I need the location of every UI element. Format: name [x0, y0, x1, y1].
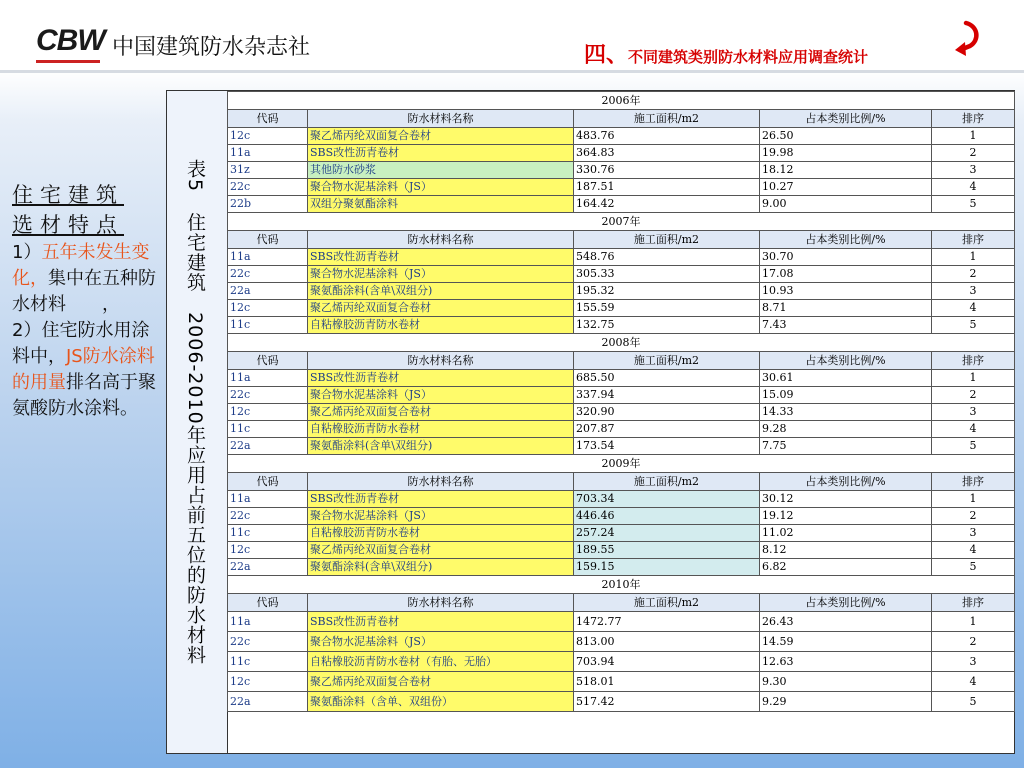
- construction-area: 703.34: [574, 491, 760, 508]
- materials-table-panel: [166, 90, 1015, 754]
- construction-area: 173.54: [574, 438, 760, 455]
- rank: 3: [932, 283, 1015, 300]
- cbw-logo: [36, 24, 105, 58]
- construction-area: 813.00: [574, 632, 760, 652]
- column-header: 施工面积/m2: [574, 110, 760, 128]
- material-name: 自粘橡胶沥青防水卷材（有胎、无胎）: [308, 652, 574, 672]
- material-code: 22c: [228, 179, 308, 196]
- column-header: 占本类别比例/%: [760, 594, 932, 612]
- category-percentage: 19.12: [760, 508, 932, 525]
- material-code: 12c: [228, 542, 308, 559]
- category-percentage: 9.30: [760, 672, 932, 692]
- column-header: 占本类别比例/%: [760, 110, 932, 128]
- column-header: 占本类别比例/%: [760, 473, 932, 491]
- rank: 3: [932, 525, 1015, 542]
- table-row: [228, 179, 1015, 196]
- construction-area: 337.94: [574, 387, 760, 404]
- rank: 4: [932, 300, 1015, 317]
- material-code: 22c: [228, 266, 308, 283]
- material-code: 12c: [228, 128, 308, 145]
- table-row: [228, 249, 1015, 266]
- construction-area: 257.24: [574, 525, 760, 542]
- column-header: 施工面积/m2: [574, 473, 760, 491]
- material-code: 31z: [228, 162, 308, 179]
- category-percentage: 7.43: [760, 317, 932, 334]
- material-code: 11a: [228, 249, 308, 266]
- material-name: 聚合物水泥基涂料（JS）: [308, 387, 574, 404]
- table-row: [228, 508, 1015, 525]
- material-code: 22a: [228, 283, 308, 300]
- material-code: 12c: [228, 300, 308, 317]
- category-percentage: 10.93: [760, 283, 932, 300]
- material-name: 双组分聚氨酯涂料: [308, 196, 574, 213]
- header-bar: [0, 0, 1024, 70]
- construction-area: 164.42: [574, 196, 760, 213]
- table-row: [228, 145, 1015, 162]
- rank: 3: [932, 652, 1015, 672]
- table-row: [228, 387, 1015, 404]
- table-row: [228, 162, 1015, 179]
- material-name: 自粘橡胶沥青防水卷材: [308, 317, 574, 334]
- category-percentage: 9.29: [760, 692, 932, 712]
- year-label: 2008年: [228, 334, 1015, 352]
- year-label: 2009年: [228, 455, 1015, 473]
- year-row: [228, 576, 1015, 594]
- rank: 5: [932, 692, 1015, 712]
- category-percentage: 6.82: [760, 559, 932, 576]
- material-code: 11c: [228, 421, 308, 438]
- category-percentage: 26.50: [760, 128, 932, 145]
- material-name: SBS改性沥青卷材: [308, 370, 574, 387]
- table-row: [228, 438, 1015, 455]
- sidebar-heading-2: 选材特点: [12, 213, 124, 237]
- table-row: [228, 692, 1015, 712]
- material-code: 12c: [228, 404, 308, 421]
- column-header: 排序: [932, 231, 1015, 249]
- year-label: 2007年: [228, 213, 1015, 231]
- category-percentage: 11.02: [760, 525, 932, 542]
- rank: 5: [932, 438, 1015, 455]
- column-header-row: [228, 473, 1015, 491]
- construction-area: 364.83: [574, 145, 760, 162]
- material-name: 聚氨酯涂料(含单\双组分): [308, 438, 574, 455]
- table-row: [228, 300, 1015, 317]
- column-header: 防水材料名称: [308, 352, 574, 370]
- slide-title: [584, 38, 868, 69]
- table-row: [228, 652, 1015, 672]
- construction-area: 155.59: [574, 300, 760, 317]
- rank: 2: [932, 508, 1015, 525]
- note2-prefix: 2）住宅防水用涂料中，: [12, 320, 150, 367]
- construction-area: 518.01: [574, 672, 760, 692]
- year-row: [228, 334, 1015, 352]
- construction-area: 703.94: [574, 652, 760, 672]
- material-name: SBS改性沥青卷材: [308, 145, 574, 162]
- construction-area: 320.90: [574, 404, 760, 421]
- table-row: [228, 525, 1015, 542]
- category-percentage: 7.75: [760, 438, 932, 455]
- material-code: 11c: [228, 652, 308, 672]
- construction-area: 517.42: [574, 692, 760, 712]
- material-name: 聚合物水泥基涂料（JS）: [308, 508, 574, 525]
- column-header: 代码: [228, 352, 308, 370]
- rank: 2: [932, 387, 1015, 404]
- category-percentage: 15.09: [760, 387, 932, 404]
- logo-text: CBW: [36, 24, 105, 57]
- sidebar-heading-1: 住宅建筑: [12, 183, 124, 207]
- construction-area: 187.51: [574, 179, 760, 196]
- rank: 5: [932, 196, 1015, 213]
- material-name: 聚氨酯涂料（含单、双组份）: [308, 692, 574, 712]
- rank: 3: [932, 162, 1015, 179]
- table-row: [228, 317, 1015, 334]
- column-header: 施工面积/m2: [574, 594, 760, 612]
- material-code: 11a: [228, 370, 308, 387]
- category-percentage: 9.28: [760, 421, 932, 438]
- rank: 4: [932, 179, 1015, 196]
- material-name: 聚氨酯涂料(含单\双组分): [308, 283, 574, 300]
- table-row: [228, 421, 1015, 438]
- note2-text: 排名高于聚氨酸防水涂料。: [12, 372, 156, 419]
- material-name: 自粘橡胶沥青防水卷材: [308, 525, 574, 542]
- construction-area: 446.46: [574, 508, 760, 525]
- rank: 4: [932, 542, 1015, 559]
- note1-text: 集中在五种防水材料 ，: [12, 268, 156, 315]
- construction-area: 207.87: [574, 421, 760, 438]
- category-percentage: 18.12: [760, 162, 932, 179]
- category-percentage: 8.12: [760, 542, 932, 559]
- column-header: 排序: [932, 473, 1015, 491]
- material-name: SBS改性沥青卷材: [308, 491, 574, 508]
- column-header: 施工面积/m2: [574, 231, 760, 249]
- header-divider: [0, 70, 1024, 73]
- material-name: 聚氨酯涂料(含单\双组分): [308, 559, 574, 576]
- column-header: 防水材料名称: [308, 594, 574, 612]
- magazine-name: 中国建筑防水杂志社: [112, 35, 311, 60]
- table-row: [228, 542, 1015, 559]
- material-name: SBS改性沥青卷材: [308, 249, 574, 266]
- rank: 1: [932, 612, 1015, 632]
- year-label: 2010年: [228, 576, 1015, 594]
- column-header: 排序: [932, 594, 1015, 612]
- material-code: 11a: [228, 612, 308, 632]
- material-name: 其他防水砂浆: [308, 162, 574, 179]
- rank: 5: [932, 317, 1015, 334]
- material-code: 22a: [228, 692, 308, 712]
- construction-area: 189.55: [574, 542, 760, 559]
- material-code: 22a: [228, 559, 308, 576]
- material-name: SBS改性沥青卷材: [308, 612, 574, 632]
- slide-title-text: 不同建筑类别防水材料应用调查统计: [628, 48, 869, 66]
- materials-table-body: [228, 92, 1015, 712]
- column-header: 代码: [228, 473, 308, 491]
- table-caption-cell: [167, 91, 228, 753]
- rank: 4: [932, 672, 1015, 692]
- column-header-row: [228, 594, 1015, 612]
- rank: 5: [932, 559, 1015, 576]
- construction-area: 330.76: [574, 162, 760, 179]
- rank: 1: [932, 491, 1015, 508]
- category-percentage: 14.59: [760, 632, 932, 652]
- category-percentage: 30.12: [760, 491, 932, 508]
- note1-highlight: 五年未发生变化，: [12, 242, 150, 289]
- table-row: [228, 632, 1015, 652]
- material-name: 聚乙烯丙纶双面复合卷材: [308, 300, 574, 317]
- year-row: [228, 92, 1015, 110]
- table-row: [228, 612, 1015, 632]
- construction-area: 483.76: [574, 128, 760, 145]
- material-code: 22b: [228, 196, 308, 213]
- category-percentage: 10.27: [760, 179, 932, 196]
- year-label: 2006年: [228, 92, 1015, 110]
- material-name: 聚合物水泥基涂料（JS）: [308, 179, 574, 196]
- material-name: 聚乙烯丙纶双面复合卷材: [308, 404, 574, 421]
- table-row: [228, 559, 1015, 576]
- material-name: 聚乙烯丙纶双面复合卷材: [308, 672, 574, 692]
- material-code: 11c: [228, 317, 308, 334]
- table-row: [228, 370, 1015, 387]
- material-code: 12c: [228, 672, 308, 692]
- category-percentage: 30.70: [760, 249, 932, 266]
- sidebar-notes: [12, 180, 162, 422]
- column-header-row: [228, 110, 1015, 128]
- table-row: [228, 404, 1015, 421]
- category-percentage: 8.71: [760, 300, 932, 317]
- material-name: 聚合物水泥基涂料（JS）: [308, 266, 574, 283]
- material-name: 聚乙烯丙纶双面复合卷材: [308, 542, 574, 559]
- rank: 2: [932, 632, 1015, 652]
- year-row: [228, 213, 1015, 231]
- category-percentage: 17.08: [760, 266, 932, 283]
- construction-area: 132.75: [574, 317, 760, 334]
- table-row: [228, 672, 1015, 692]
- rank: 1: [932, 249, 1015, 266]
- material-code: 11c: [228, 525, 308, 542]
- column-header: 防水材料名称: [308, 110, 574, 128]
- column-header: 排序: [932, 110, 1015, 128]
- rank: 2: [932, 266, 1015, 283]
- material-code: 11a: [228, 145, 308, 162]
- material-name: 自粘橡胶沥青防水卷材: [308, 421, 574, 438]
- column-header-row: [228, 231, 1015, 249]
- construction-area: 1472.77: [574, 612, 760, 632]
- column-header-row: [228, 352, 1015, 370]
- material-code: 22c: [228, 632, 308, 652]
- material-code: 22c: [228, 387, 308, 404]
- table-row: [228, 196, 1015, 213]
- materials-table: [227, 91, 1015, 712]
- year-row: [228, 455, 1015, 473]
- category-percentage: 30.61: [760, 370, 932, 387]
- column-header: 占本类别比例/%: [760, 352, 932, 370]
- column-header: 占本类别比例/%: [760, 231, 932, 249]
- material-name: 聚乙烯丙纶双面复合卷材: [308, 128, 574, 145]
- column-header: 代码: [228, 110, 308, 128]
- category-percentage: 14.33: [760, 404, 932, 421]
- column-header: 排序: [932, 352, 1015, 370]
- category-percentage: 26.43: [760, 612, 932, 632]
- category-percentage: 9.00: [760, 196, 932, 213]
- table-row: [228, 266, 1015, 283]
- rank: 1: [932, 128, 1015, 145]
- rank: 3: [932, 404, 1015, 421]
- table-caption: 表5 住宅建筑 2006-2010年应用占前五位的防水材料: [184, 159, 206, 665]
- slide-title-number: 四、: [584, 43, 629, 68]
- category-percentage: 19.98: [760, 145, 932, 162]
- table-row: [228, 491, 1015, 508]
- construction-area: 685.50: [574, 370, 760, 387]
- logo-underline: [36, 60, 100, 63]
- column-header: 代码: [228, 231, 308, 249]
- rank: 1: [932, 370, 1015, 387]
- rank: 2: [932, 145, 1015, 162]
- table-row: [228, 128, 1015, 145]
- material-code: 22c: [228, 508, 308, 525]
- construction-area: 548.76: [574, 249, 760, 266]
- material-code: 22a: [228, 438, 308, 455]
- rank: 4: [932, 421, 1015, 438]
- note2-highlight: JS防水涂料的用量: [12, 346, 155, 393]
- material-name: 聚合物水泥基涂料（JS）: [308, 632, 574, 652]
- column-header: 防水材料名称: [308, 231, 574, 249]
- construction-area: 305.33: [574, 266, 760, 283]
- construction-area: 159.15: [574, 559, 760, 576]
- return-arrow-icon[interactable]: [952, 20, 982, 60]
- note1-prefix: 1）: [12, 242, 42, 263]
- construction-area: 195.32: [574, 283, 760, 300]
- column-header: 防水材料名称: [308, 473, 574, 491]
- table-row: [228, 283, 1015, 300]
- material-code: 11a: [228, 491, 308, 508]
- category-percentage: 12.63: [760, 652, 932, 672]
- column-header: 施工面积/m2: [574, 352, 760, 370]
- column-header: 代码: [228, 594, 308, 612]
